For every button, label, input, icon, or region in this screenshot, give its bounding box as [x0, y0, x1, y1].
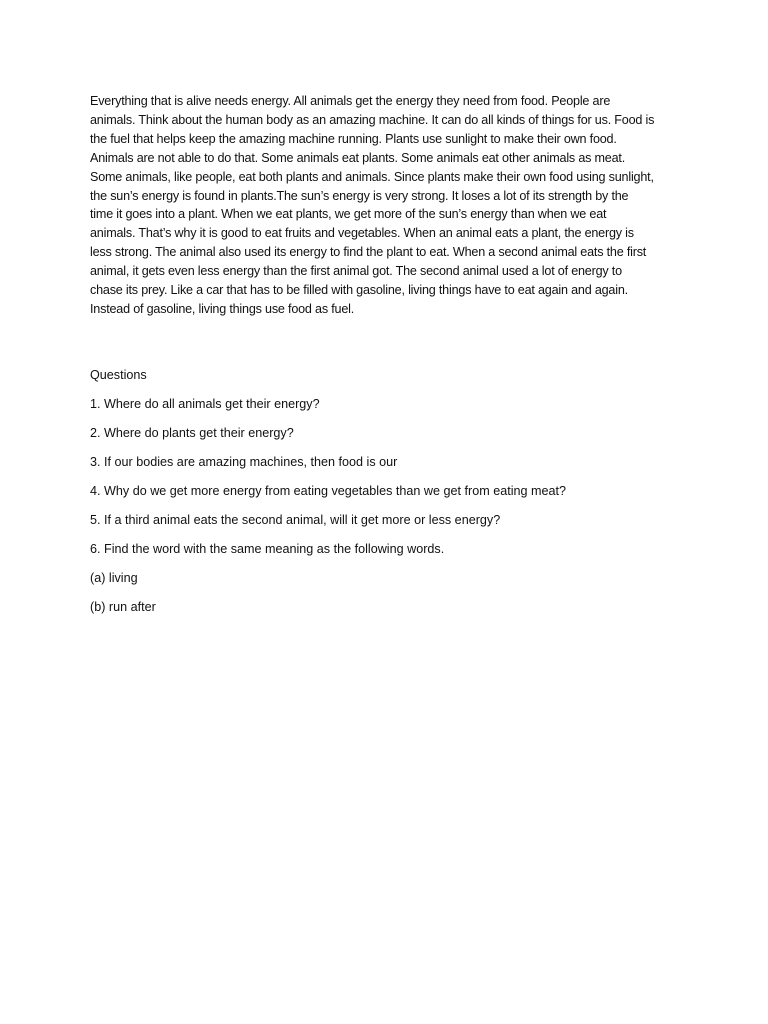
passage-line: Instead of gasoline, living things use food as fuel. — [90, 301, 355, 316]
reading-passage — [90, 92, 680, 319]
question-2: 2. Where do plants get their energy? — [90, 425, 294, 440]
passage-line: Everything that is alive needs energy. All animals get the energy they need from food. People are — [90, 94, 611, 108]
question-6: 6. Find the word with the same meaning as the following words. — [90, 541, 445, 556]
question-6a: (a) living — [90, 570, 138, 585]
passage-line: chase its prey. Like a car that has to be filled with gasoline, living things have to eat again and again. — [90, 283, 628, 298]
question-1: 1. Where do all animals get their energy? — [90, 396, 320, 411]
question-4: 4. Why do we get more energy from eating vegetables than we get from eating meat? — [90, 483, 567, 498]
question-list — [90, 395, 680, 616]
passage-line: Animals are not able to do that. Some animals eat plants. Some animals eat other animals as meat. — [90, 150, 626, 165]
document-page — [90, 92, 680, 616]
passage-line: less strong. The animal also used its energy to find the plant to eat. When a second animal eats the first — [90, 245, 647, 260]
passage-line: animals. That’s why it is good to eat fruits and vegetables. When an animal eats a plant, the energy is — [90, 226, 634, 241]
question-5: 5. If a third animal eats the second animal, will it get more or less energy? — [90, 512, 501, 527]
questions-heading: Questions — [90, 367, 147, 382]
passage-line: animal, it gets even less energy than the first animal got. The second animal used a lot of energy to — [90, 264, 622, 279]
passage-line: the sun’s energy is found in plants.The sun’s energy is very strong. It loses a lot of its strength by the — [90, 188, 629, 203]
passage-line: the fuel that helps keep the amazing machine running. Plants use sunlight to make their own food. — [90, 131, 617, 146]
passage-line: Some animals, like people, eat both plants and animals. Since plants make their own food using sunlight, — [90, 169, 654, 184]
passage-line: time it goes into a plant. When we eat plants, we get more of the sun’s energy than when we eat — [90, 207, 607, 222]
passage-line: animals. Think about the human body as an amazing machine. It can do all kinds of things for us. Food is — [90, 112, 655, 127]
question-6b: (b) run after — [90, 599, 156, 614]
question-3: 3. If our bodies are amazing machines, then food is our — [90, 454, 398, 469]
